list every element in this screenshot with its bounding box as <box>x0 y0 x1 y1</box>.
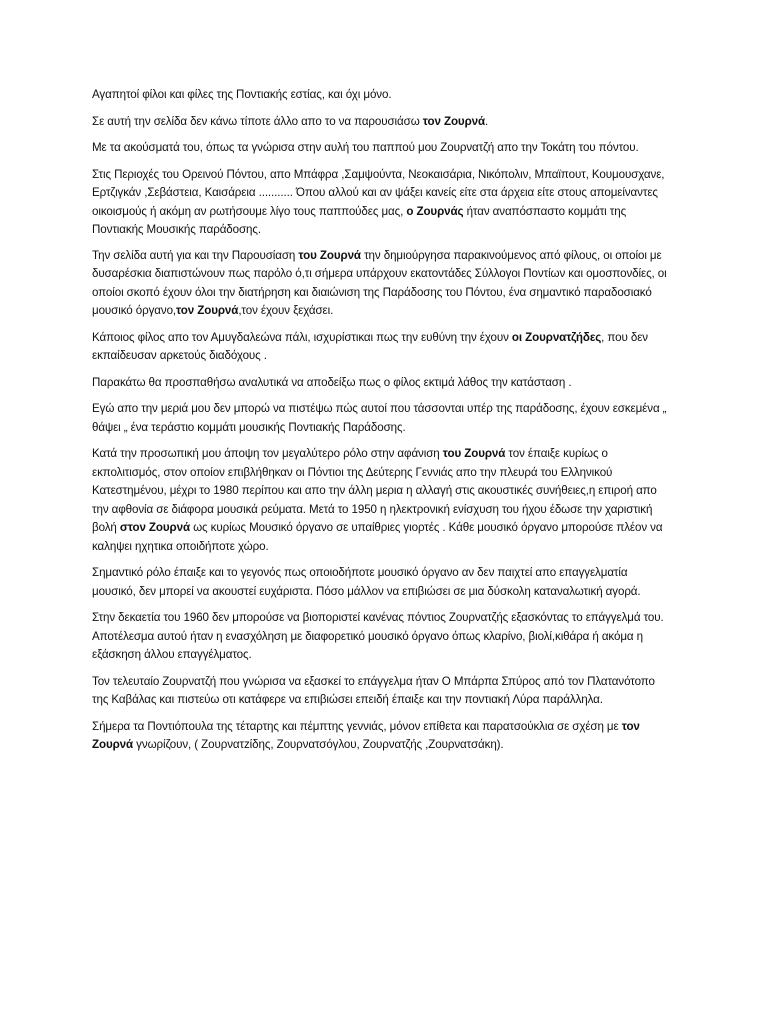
paragraph <box>92 166 668 240</box>
paragraph-text: Με τα ακούσματά του, όπως τα γνώρισα στην αυλή του παππού μου Ζουρνατζή απο την Τοκάτη του πόντου. <box>92 141 639 154</box>
bold-term: οι Ζουρνατζήδες <box>511 330 602 344</box>
paragraph-text: την δημιούργησα παρακινούμενος από φίλους, οι οποίοι με δυσαρέσκια διαπιστώνουν πως παρόλο ό,τι σήμερα υπάρχουν εκατοντάδες Σύλλογοι Ποντίων και ομοσπονδίες, οι οποίοι σκοπό έχουν όλοι την διατήρηση και διαιώνιση της Παράδοσης του Πόντου, ένα σημαντικό παραδοσιακό μουσικό όργανο, <box>92 248 667 317</box>
bold-term: στον Ζουρνά <box>119 521 190 534</box>
paragraph-text: . <box>485 114 489 128</box>
bold-term: του Ζουρνά <box>298 248 361 262</box>
paragraph-text: τον έπαιξε κυρίως ο εκπολιτισμός, στον οποίον επιβλήθηκαν οι Πόντιοι της Δεύτερης Γεννιάς απο την πλευρά του Ελληνικού Κατεστημένου, μέχρι το 1980 περίπου και απο την άλλη μερια η αλλαγή στις ακουστικές συνήθειες,η επιροή απο την αφθονία σε διάφορα μουσικά ρεύματα. Μετά το 1950 η ηλεκτρονική ενίσχυση του ήχου έδωσε την χαριστική βολή <box>92 447 657 534</box>
paragraph <box>92 247 668 321</box>
paragraph-text: Σήμερα τα Ποντιόπουλα της τέταρτης και πέμπτης γεννιάς, μόνον επίθετα και παρατσούκλια σε σχέση με <box>92 719 622 733</box>
paragraph-text: Σημαντικό ρόλο έπαιξε και το γεγονός πως οποιοδήποτε μουσικό όργανο αν δεν παιχτεί απο επαγγελματία μουσικό, δεν μπορεί να ακουστεί ευχάριστα. Πόσο μάλλον να επιβιώσει σε μια δύσκολη καταναλωτική αγορά. <box>92 566 641 598</box>
paragraph-text: Εγώ απο την μεριά μου δεν μπορώ να πιστέψω πώς αυτοί που τάσσονται υπέρ της παράδοσης, έχουν εσκεμένα „ θάψει „ ένα τεράστιο κομμάτι μουσικής Ποντιακής Παράδοσης. <box>92 402 667 434</box>
paragraph-text: Κατά την προσωπική μου άποψη τον μεγαλύτερο ρόλο στην αφάνιση <box>92 447 443 460</box>
paragraph-text: Στις Περιοχές του Ορεινού Πόντου, απο Μπάφρα ,Σαμψούντα, Νεοκαισάρια, Νικόπολιν, Μπαϊπουτ, Κουμουσχανε, Ερτζιγκάν ,Σεβάστεια, Καισάρεια ........... Όπου αλλού και αν ψάξει κανείς είτε στα άρχεια είτε στους απομείναντες οικοισμούς ή ακόμη αν ρωτήσουμε λίγο τους παππούδες μας, <box>92 167 665 218</box>
paragraph <box>92 673 668 710</box>
paragraph-text: Την σελίδα αυτή για και την Παρουσίαση <box>92 248 299 262</box>
bold-term: τον Ζουρνά <box>92 719 640 751</box>
paragraph-text: Κάποιος φίλος απο τον Αμυγδαλεώνα πάλι, ισχυρίστικαι πως την ευθύνη την έχουν <box>92 330 512 344</box>
paragraph <box>92 139 668 158</box>
bold-term: του Ζουρνά <box>442 447 506 460</box>
paragraph-text: ήταν αναπόσπαστο κομμάτι της Ποντιακής Μουσικής παράδοσης. <box>92 204 627 236</box>
bold-term: τον Ζουρνά <box>422 114 486 128</box>
paragraph <box>92 86 668 105</box>
paragraph-text: Αγαπητοί φίλοι και φίλες της Ποντιακής εστίας, και όχι μόνο. <box>92 88 392 101</box>
paragraph <box>92 400 668 437</box>
paragraph <box>92 445 668 556</box>
paragraph-text: ,τον έχουν ξεχάσει. <box>238 304 334 317</box>
paragraph <box>92 564 668 601</box>
paragraph <box>92 609 668 665</box>
paragraph-text: Στην δεκαετία του 1960 δεν μπορούσε να βιοποριστεί κανένας πόντιος Ζουρνατζής εξασκόντας το επάγγελμά του. Αποτέλεσμα αυτού ήταν η ενασχόληση με διαφορετικό μουσικό όργανο όπως κλαρίνο, βιολί,κιθάρα ή ακόμα η εξάσκηση άλλου επαγγέλματος. <box>92 611 664 661</box>
paragraph <box>92 329 668 366</box>
paragraph-text: Τον τελευταίο Ζουρνατζή που γνώρισα να εξασκεί το επάγγελμα ήταν Ο Μπάρπα Σπύρος από τον Πλατανότοπο της Καβάλας και πιστεύω οτι κατάφερε να επιβιώσει επειδή έπαιξε και την ποντιακή Λύρα παράλληλα. <box>92 674 655 706</box>
paragraph-text: Σε αυτή την σελίδα δεν κάνω τίποτε άλλο απο το να παρουσιάσω <box>92 114 423 128</box>
paragraph <box>92 374 668 393</box>
paragraph-text: , που δεν εκπαίδευσαν αρκετούς διαδόχους . <box>92 330 648 362</box>
paragraph-text: ως κυρίως Μουσικό όργανο σε υπαίθριες γιορτές . Κάθε μουσικό όργανο μπορούσε πλέον να καληψει ηχητικα οποιδήποτε χώρο. <box>92 521 663 553</box>
paragraph <box>92 113 668 132</box>
paragraph <box>92 718 668 755</box>
bold-term: ο Ζουρνάς <box>406 204 464 218</box>
bold-term: τον Ζουρνά <box>176 304 239 317</box>
paragraph-text: γνωρίζουν, ( Ζουρνατzίδης, Ζουρνατσόγλου, Ζουρνατζής ,Ζουρνατσάκη). <box>133 738 504 751</box>
paragraph-text: Παρακάτω θα προσπαθήσω αναλυτικά να αποδείξω πως ο φίλος εκτιμά λάθος την κατάσταση . <box>92 375 572 389</box>
